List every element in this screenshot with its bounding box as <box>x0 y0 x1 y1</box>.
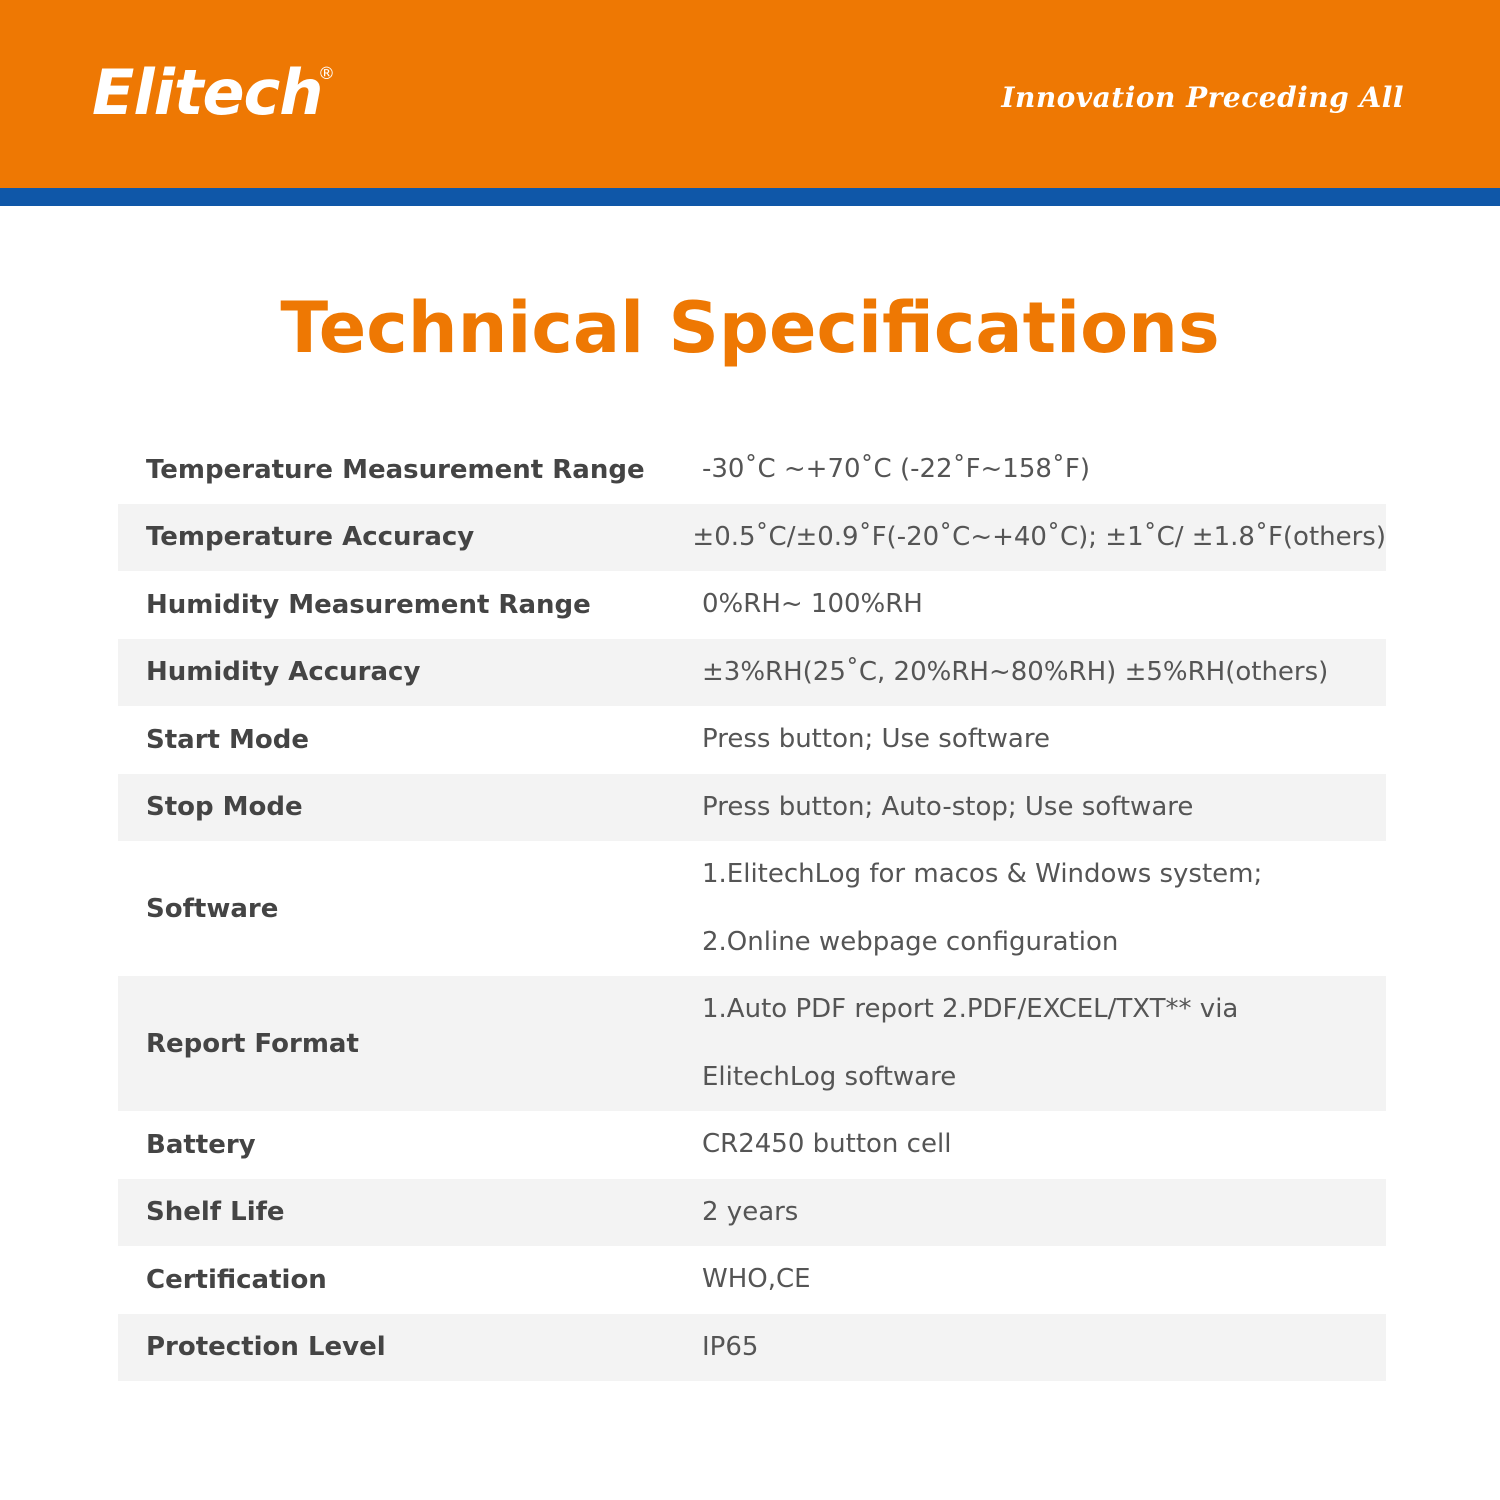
spec-label: Temperature Accuracy <box>146 522 475 553</box>
spec-label: Start Mode <box>146 724 309 755</box>
spec-value-line: 2.Online webpage configuration <box>702 926 1119 957</box>
tagline: Innovation Preceding All <box>1001 81 1404 114</box>
spec-value-line: 0%RH~ 100%RH <box>702 589 923 619</box>
spec-row <box>118 1179 1386 1247</box>
spec-row <box>118 639 1386 707</box>
spec-label: Stop Mode <box>146 792 303 823</box>
spec-value <box>702 1246 1386 1314</box>
spec-value <box>702 1111 1386 1179</box>
spec-row <box>118 504 1386 572</box>
spec-value <box>702 436 1386 504</box>
spec-value <box>702 706 1386 774</box>
spec-label: Temperature Measurement Range <box>146 454 645 485</box>
spec-value <box>702 1314 1386 1382</box>
spec-value <box>692 504 1386 572</box>
spec-table <box>118 436 1386 1381</box>
spec-row <box>118 1111 1386 1179</box>
spec-label: Protection Level <box>146 1332 386 1363</box>
spec-value-line: ElitechLog software <box>702 1061 957 1092</box>
spec-value-line: -30˚C ~+70˚C (-22˚F~158˚F) <box>702 454 1091 484</box>
spec-row <box>118 841 1386 976</box>
header-stripe <box>0 188 1500 206</box>
spec-row <box>118 976 1386 1111</box>
spec-value <box>702 1179 1386 1247</box>
spec-row <box>118 436 1386 504</box>
spec-row <box>118 571 1386 639</box>
spec-value-line: Press button; Use software <box>702 724 1050 754</box>
spec-label: Humidity Accuracy <box>146 657 421 688</box>
spec-value <box>702 841 1386 976</box>
spec-value-line: 1.Auto PDF report 2.PDF/EXCEL/TXT** via <box>702 994 1239 1024</box>
spec-label: Certification <box>146 1264 327 1295</box>
spec-value <box>702 571 1386 639</box>
spec-value-line: ±3%RH(25˚C, 20%RH~80%RH) ±5%RH(others) <box>702 656 1329 687</box>
spec-label: Shelf Life <box>146 1197 285 1228</box>
spec-value <box>702 976 1386 1111</box>
spec-value-line: 1.ElitechLog for macos & Windows system; <box>702 859 1263 889</box>
spec-label: Report Format <box>146 1028 359 1059</box>
page-title: Technical Specifications <box>280 287 1220 369</box>
spec-value-line: ±0.5˚C/±0.9˚F(-20˚C~+40˚C); ±1˚C/ ±1.8˚F(others) <box>692 521 1386 552</box>
brand-logo: Elitech <box>92 56 323 129</box>
spec-value-line: Press button; Auto-stop; Use software <box>702 791 1194 822</box>
registered-mark: ® <box>318 64 335 84</box>
spec-row <box>118 1314 1386 1382</box>
spec-row <box>118 1246 1386 1314</box>
spec-row <box>118 774 1386 842</box>
spec-value-line: 2 years <box>702 1196 799 1227</box>
spec-label: Humidity Measurement Range <box>146 589 591 620</box>
spec-value-line: IP65 <box>702 1331 759 1362</box>
spec-row <box>118 706 1386 774</box>
spec-label: Software <box>146 893 279 924</box>
spec-value-line: CR2450 button cell <box>702 1129 952 1159</box>
spec-value <box>702 639 1386 707</box>
spec-value <box>702 774 1386 842</box>
spec-value-line: WHO,CE <box>702 1264 811 1294</box>
spec-label: Battery <box>146 1129 256 1160</box>
